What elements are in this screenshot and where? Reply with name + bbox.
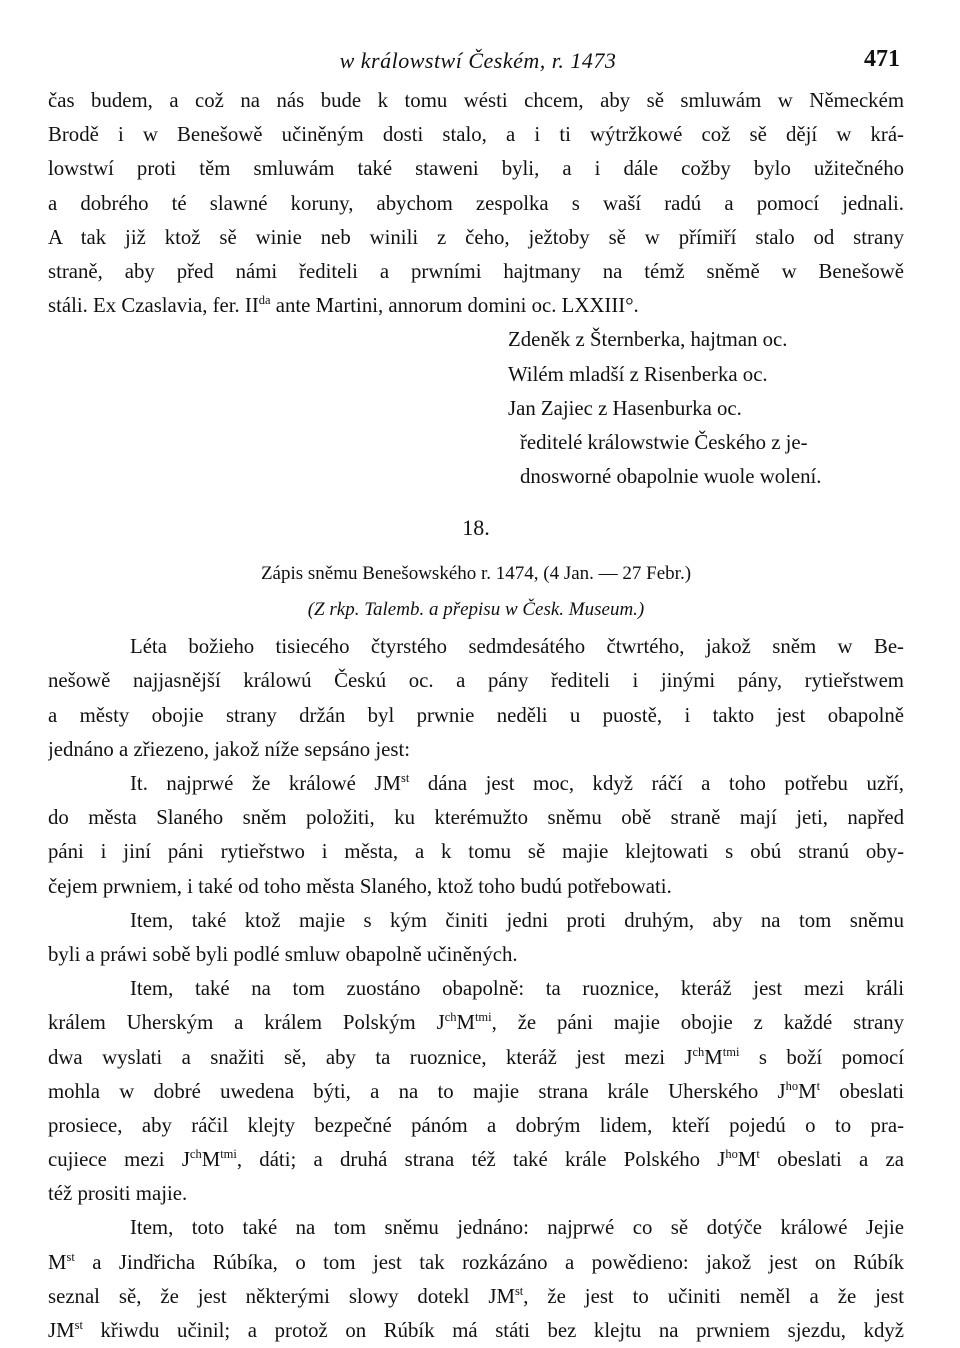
paragraph-item-4 — [48, 1211, 904, 1348]
signature-line: dnosworné obapolnie wuole wolení. — [520, 465, 822, 489]
text-line: králem Uherským a králem Polským $J^{ch}M^{tmi}$, že páni majie obojie z každé strany — [48, 1010, 904, 1035]
text-line-dateline: stáli. Ex Czaslavia, fer. $II^{da}$ ante Martini, annorum domini oc. LXXIII°. — [48, 293, 639, 318]
signature-line: Wilém mladší z Risenberka oc. — [508, 362, 768, 386]
running-title: w králowstwí Českém, r. 1473 — [339, 48, 617, 73]
text-line: čejem prwniem, i také od toho města Slaného, ktož toho budú potřebowati. — [48, 874, 672, 898]
page-number: 471 — [864, 46, 900, 72]
text-line: seznal sě, že jest některými slowy dotekl $JM^{st}$, že jest to učiniti neměl a že jest — [48, 1283, 904, 1308]
text-line: a městy obojie strany držán byl prwnie neděli u puostě, i takto jest obapolně — [48, 703, 904, 727]
text-line: A tak již ktož sě winie neb winili z čeho, ježtoby sě w přímiří stalo od strany — [48, 225, 904, 249]
paragraph-item-3 — [48, 972, 904, 1211]
text-line: Item, také na tom zuostáno obapolně: ta ruoznice, kteráž jest mezi králi — [130, 977, 904, 1001]
text-line: a dobrého té slawné koruny, abychom zespolka s waší radú a pomocí jednali. — [48, 191, 904, 215]
text-line: $JM^{st}$ křiwdu učinil; a protož on Rúbík má státi bez klejtu na prwniem sjezdu, když — [48, 1318, 904, 1342]
paragraph-letter-ending — [48, 84, 904, 323]
page-header — [48, 42, 908, 82]
text-line: čas budem, a což na nás bude k tomu wésti chcem, aby sě smluwám w Německém — [48, 89, 904, 112]
paragraph-item-1 — [48, 767, 904, 904]
text-line: It. najprwé že králowé $JM^{st}$ dána jest moc, když ráčí a toho potřebu uzří, — [130, 771, 904, 795]
text-line: cujiece mezi $J^{ch}M^{tmi}$, dáti; a druhá strana též také krále Polského $J^{ho}M^t$ obeslati a za — [48, 1147, 904, 1172]
signature-line: Jan Zajiec z Hasenburka oc. — [508, 396, 742, 420]
text-line: nešowě najjasnější králowú Českú oc. a pány řediteli i jinými pány, rytieřstwem — [48, 669, 904, 693]
text-line: dwa wyslati a snažiti sě, aby ta ruoznice, kteráž jest mezi $J^{ch}M^{tmi}$ s boží pomocí — [48, 1044, 904, 1069]
section-title: Zápis sněmu Benešowského r. 1474, (4 Jan. — 27 Febr.) — [260, 563, 692, 585]
signature-line: ředitelé králowstwie Českého z je- — [520, 430, 808, 454]
text-line: lowstwí proti těm smluwám také staweni byli, a i dále cožby bylo užitečného — [48, 157, 904, 181]
signature-block — [48, 323, 904, 494]
section-source: (Z rkp. Talemb. a přepisu w Česk. Museum.) — [307, 599, 645, 621]
text-line: do města Slaného sněm položiti, ku kterémužto sněmu obě straně mají jeti, napřed — [48, 806, 904, 830]
text-line: prosiece, aby ráčil klejty bezpečné pánóm a dobrým lidem, kteří pojedú o to pra- — [48, 1113, 904, 1137]
text-line: straně, aby před námi řediteli a prwními hajtmany na témž sněmě w Benešowě — [48, 259, 904, 283]
text-line: Item, toto také na tom sněmu jednáno: najprwé co sě dotýče králowé Jejie — [130, 1216, 904, 1240]
paragraph-intro — [48, 630, 904, 767]
text-line: jednáno a zřiezeno, jakož níže sepsáno jest: — [48, 737, 411, 761]
text-line: Léta božieho tisiecého čtyrstého sedmdesátého čtwrtého, jakož sněm w Be- — [130, 635, 904, 659]
text-line: též prositi majie. — [48, 1182, 188, 1206]
section-number: 18. — [462, 515, 490, 541]
text-line: Mst a Jindřicha Rúbíka, o tom jest tak rozkázáno a powědieno: jakož jest on Rúbík — [48, 1249, 904, 1274]
text-line: páni i jiní páni rytieřstwo i města, a k tomu sě majie klejtowati s obú stranú oby- — [48, 840, 904, 864]
page-body — [48, 84, 904, 1348]
paragraph-item-2 — [48, 904, 904, 972]
signature-line: Zdeněk z Šternberka, hajtman oc. — [508, 328, 788, 352]
text-line: mohla w dobré uwedena býti, a na to majie strana krále Uherského $J^{ho}M^t$ obeslati — [48, 1078, 904, 1103]
text-line: Brodě i w Benešowě učiněným dosti stalo, a i ti wýtržkowé což sě dějí w krá- — [48, 123, 904, 147]
text-line: byli a práwi sobě byli podlé smluw obapolně učiněných. — [48, 942, 518, 966]
text-line: Item, také ktož majie s kým činiti jedni proti druhým, aby na tom sněmu — [130, 908, 904, 932]
